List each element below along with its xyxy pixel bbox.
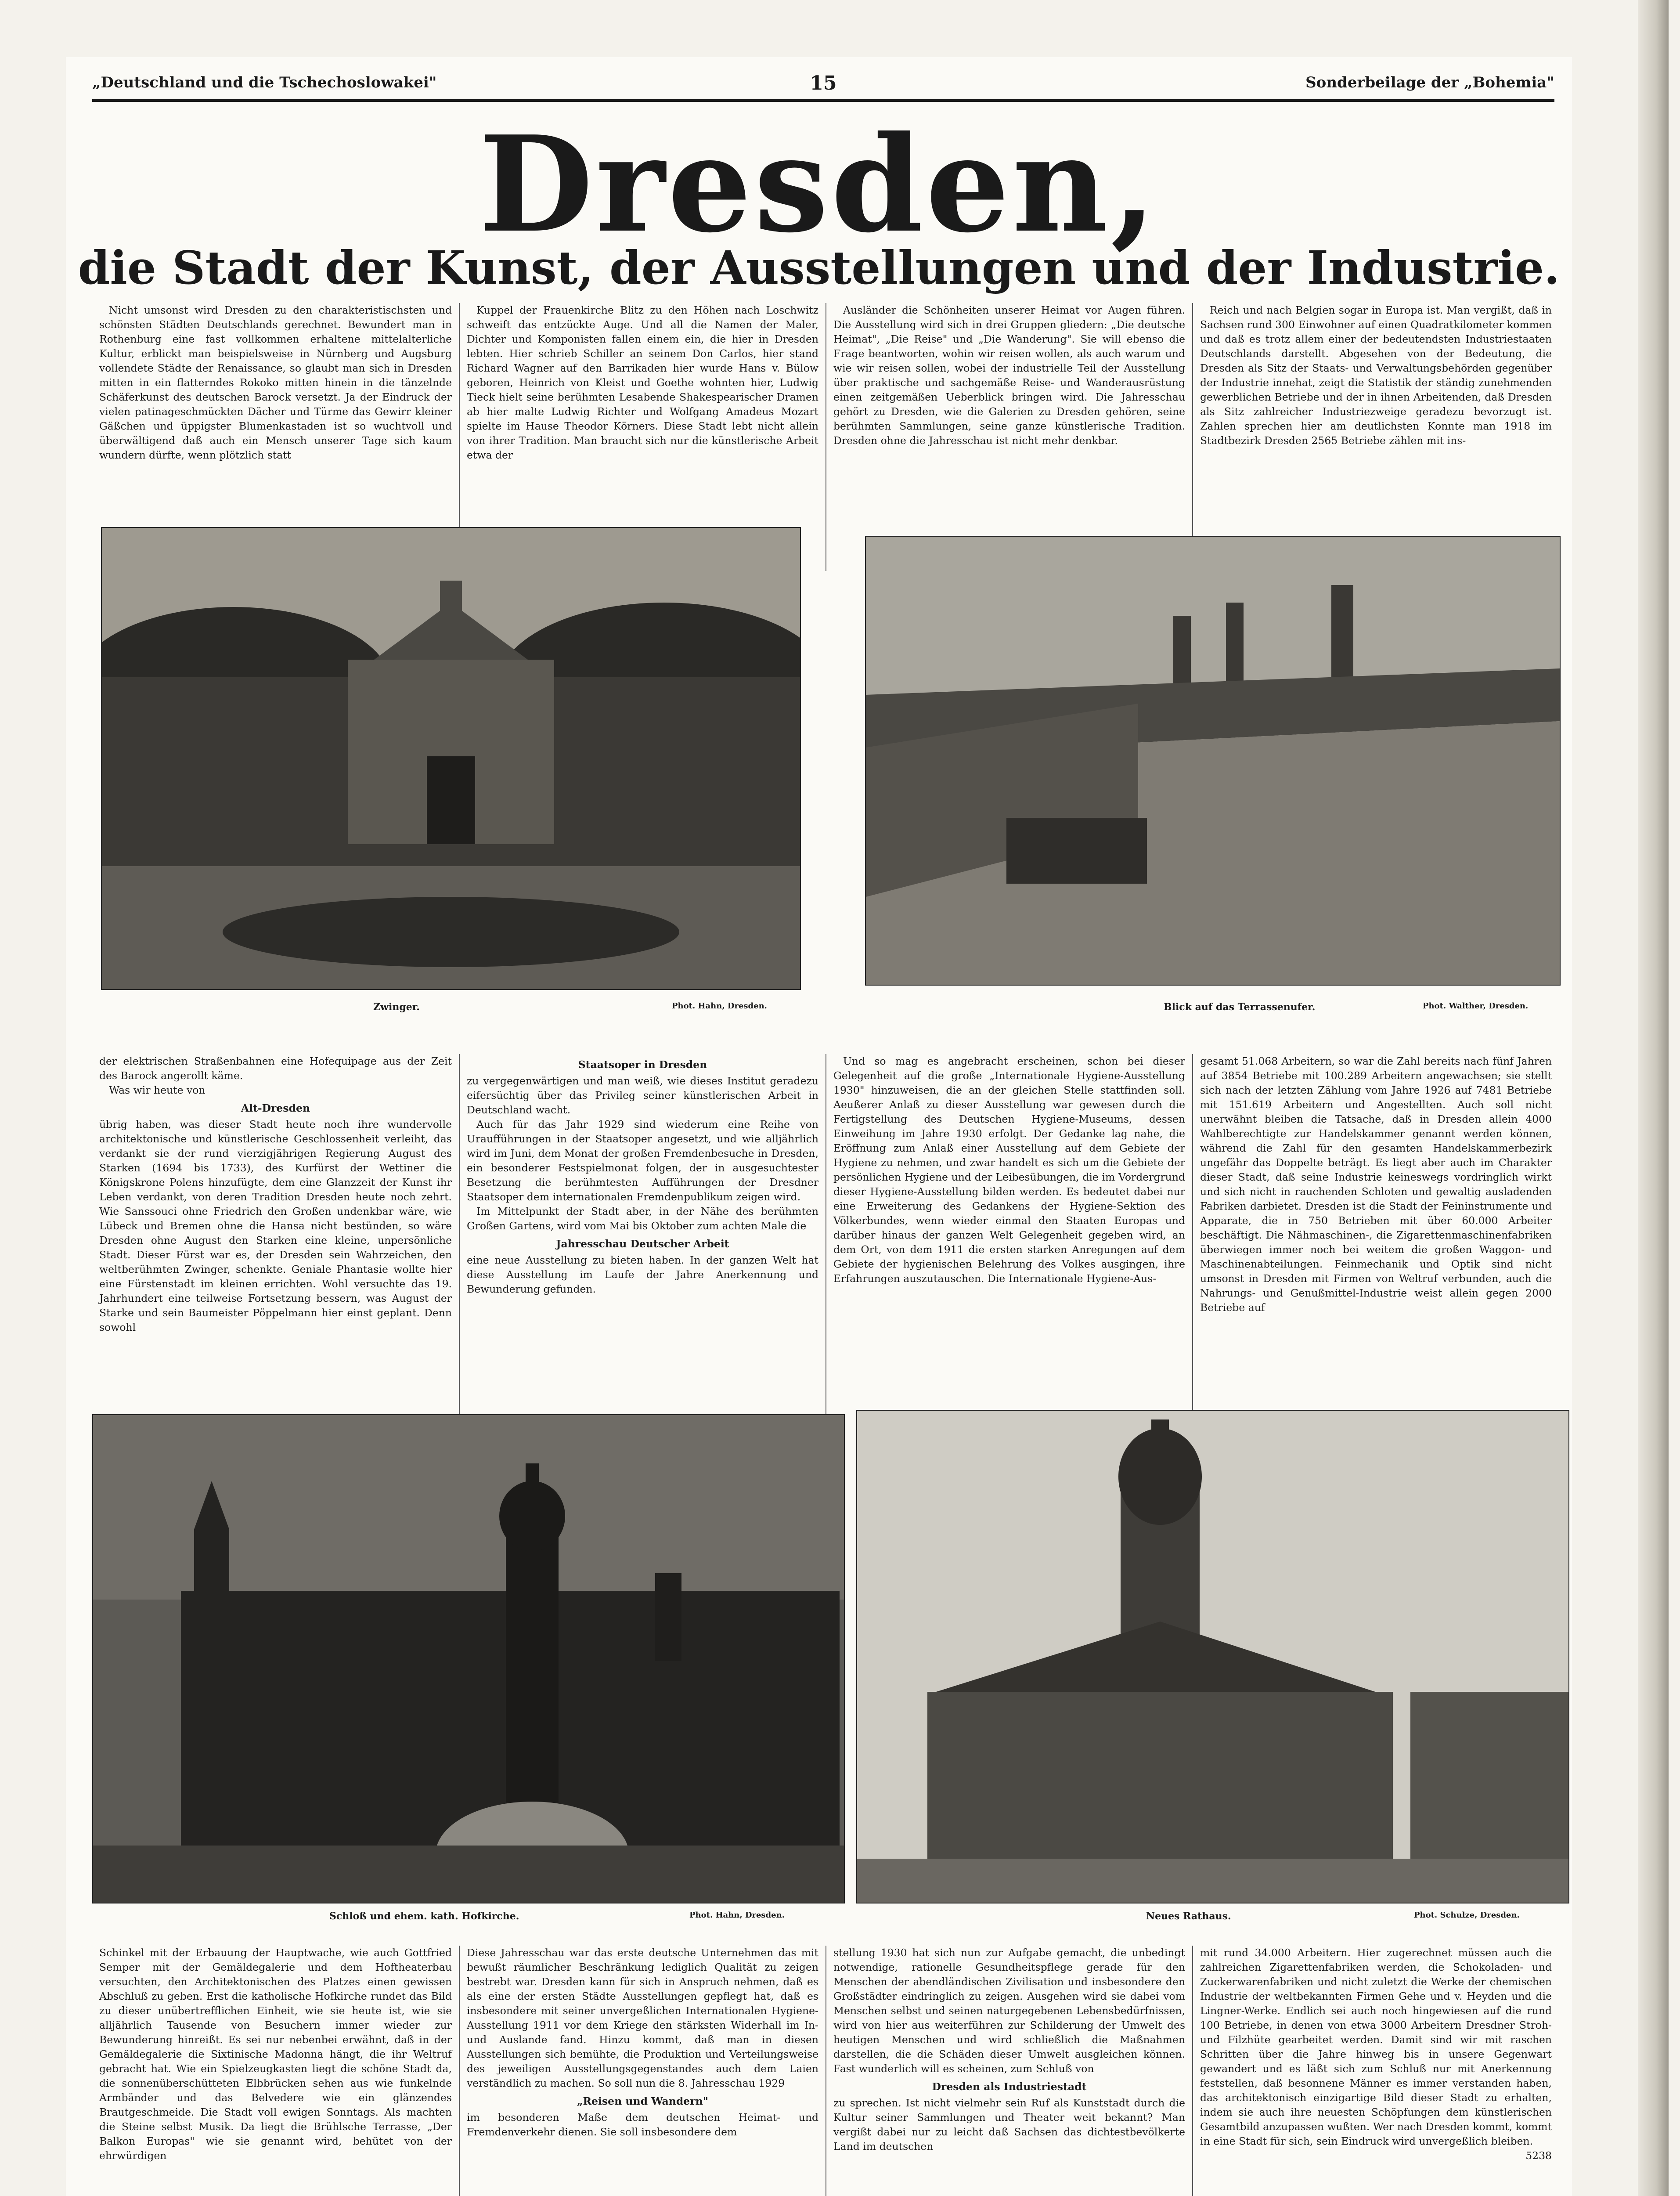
- section-heading: Dresden als Industriestadt: [932, 2080, 1087, 2093]
- middle-column-3: [826, 1054, 1192, 1445]
- newspaper-page: [66, 57, 1572, 2196]
- middle-column-2: [459, 1054, 826, 1445]
- article-paragraph: Was wir heute von: [109, 1084, 205, 1096]
- article-paragraph: Schinkel mit der Erbauung der Hauptwache, wie auch Gottfried Semper mit der Gemäldegalerie und dem Hoftheaterbau versuchten, den Architektonischen des Platzes einen gewissen Abschluß zu geben. Erst die katholische Hofkirche rundet das Bild zu dieser unübertrefflichen Einheit, wie sie heute ist, wie sie alljährlich Tausende von Besuchern immer wieder zur Bewunderung hinreißt. Es sei nur nebenbei erwähnt, daß in der Gemäldegalerie die Sixtinische Madonna hängt, die ihr Weltruf gebracht hat. Wie ein Spielzeugkasten liegt die schöne Stadt da, die sonnenüberschütteten Elbbrücken sehen aus wie funkelnde Armbänder und das Belvedere wie ein glänzendes Brautgeschmeide. Die Stadt voll ewigen Sonntags. Als machten die Steine selbst Musik. Da liegt die Brühlsche Terrasse, „Der Balkon Europas" wie sie genannt wird, behütet von der ehrwürdigen: [99, 1947, 452, 2162]
- article-paragraph: Auch für das Jahr 1929 sind wiederum eine Reihe von Uraufführungen in der Staatsoper angesetzt, und wie alljährlich wird im Juni, dem Monat der großen Fremdenbesuche in Dresden, ein besonderer Festspielmonat folgen, der in ausgesuchtester Besetzung die berühmtesten Aufführungen der Dresdner Staatsoper dem internationalen Fremdenpublikum zeigen wird.: [467, 1118, 818, 1203]
- middle-column-1: [92, 1054, 459, 1445]
- bottom-columns: [92, 1946, 1559, 2196]
- header-left: „Deutschland und die Tschechoslowakei": [92, 74, 437, 91]
- page-header: [92, 74, 1554, 100]
- caption-schloss-hofkirche: Schloß und ehem. kath. Hofkirche.: [329, 1911, 519, 1922]
- credit-neues-rathaus: Phot. Schulze, Dresden.: [1414, 1911, 1520, 1920]
- page-number: 15: [810, 72, 837, 94]
- article-paragraph: Ausländer die Schönheiten unserer Heimat vor Augen führen. Die Ausstellung wird sich in drei Gruppen gliedern: „Die deutsche Heimat", „Die Reise" und „Die Wanderung". Sie will ebenso die Frage beantworten, wohin wir reisen wollen, als auch warum und wie wir reisen sollen, wobei der industrielle Teil der Ausstellung über praktische und sachgemäße Reise- und Wanderausrüstung einen zeitgemäßen Ueberblick bringen wird. Die Jahresschau gehört zu Dresden, wie die Galerien zu Dresden gehören, seine berühmten Sammlungen, seine ganze künstlerische Tradition. Dresden ohne die Jahresschau ist nicht mehr denkbar.: [833, 304, 1185, 447]
- article-paragraph: zu vergegenwärtigen und man weiß, wie dieses Institut geradezu eifersüchtig über das Privileg seiner künstlerischen Arbeit in Deutschland wacht.: [467, 1075, 818, 1116]
- caption-neues-rathaus: Neues Rathaus.: [1146, 1911, 1231, 1922]
- header-right: Sonderbeilage der „Bohemia": [1305, 74, 1554, 91]
- article-paragraph: mit rund 34.000 Arbeitern. Hier zugerechnet müssen auch die zahlreichen Zigarettenfabriken werden, die Schokoladen- und Zuckerwarenfabriken und nicht zuletzt die Werke der chemischen Industrie der weltbekannten Firmen Gehe und v. Heyden und die Lingner-Werke. Endlich sei auch noch hingewiesen auf die rund 100 Betriebe, in denen von etwa 3000 Arbeitern Dresdner Stroh- und Filzhüte gearbeitet werden. Damit sind wir mit raschen Schritten über die Jahre hinweg bis in unsere Gegenwart gewandert und es läßt sich zum Schluß nur mit Anerkennung feststellen, daß besonnene Männer es immer verstanden haben, das architektonisch einzigartige Bild dieser Stadt zu erhalten, indem sie auch ihre neuesten Schöpfungen dem künstlerischen Gesamtbild anzupassen wußten. Wer nach Dresden kommt, kommt in eine Stadt für sich, sein Eindruck wird unvergeßlich bleiben.: [1200, 1947, 1552, 2147]
- section-heading: Jahresschau Deutscher Arbeit: [556, 1238, 729, 1250]
- header-rule: [92, 99, 1554, 102]
- bottom-column-3: [826, 1946, 1192, 2196]
- middle-column-4: [1192, 1054, 1559, 1445]
- article-paragraph: zu sprechen. Ist nicht vielmehr sein Ruf als Kunststadt durch die Kultur seiner Sammlungen und Theater weit bekannt? Man vergißt dabei nur zu leicht daß Sachsen das dichtestbevölkerte Land im deutschen: [833, 2097, 1185, 2153]
- subheadline: die Stadt der Kunst, der Ausstellungen und der Industrie.: [78, 241, 1560, 295]
- article-paragraph: gesamt 51.068 Arbeitern, so war die Zahl bereits nach fünf Jahren auf 3854 Betriebe mit 100.289 Arbeitern angewachsen; sie stellt sich nach der letzten Zählung vom Jahre 1926 auf 7481 Betriebe mit 151.619 Arbeitern und Angestellten. Auch soll nicht unerwähnt bleiben die Tatsache, daß in Dresden allein 4000 Wahlberechtigte zur Handelskammer genannt werden können, während die Zahl für den gesamten Handelskammerbezirk ungefähr das Doppelte beträgt. Es liegt aber auch im Charakter dieser Stadt, daß seine Industrie keineswegs vordringlich wirkt und sich nicht in rauchenden Schloten und gewaltig ausladenden Fabriken darbietet. Dresden ist die Stadt der Feininstrumente und Apparate, die in 750 Betrieben mit über 60.000 Arbeiter beschäftigt. Die Nähmaschinen-, die Zigarettenmaschinenfabriken überwiegen immer noch bei weitem die großen Waggon- und Maschinenabteilungen. Feinmechanik und Optik sind nicht umsonst in Dresden mit Firmen von Weltruf verbunden, auch die Nahrungs- und Genußmittel-Industrie weist allein gegen 2000 Betriebe auf: [1200, 1055, 1552, 1314]
- article-paragraph: Reich und nach Belgien sogar in Europa ist. Man vergißt, daß in Sachsen rund 300 Einwohner auf einen Quadratkilometer kommen und daß es trotz allem einer der bedeutendsten Industriestaaten Deutschlands darstellt. Abgesehen von der Bedeutung, die Dresden als Sitz der Staats- und Verwaltungsbehörden gegenüber der Industrie innehat, zeigt die Statistik der ständig zunehmenden gewerblichen Betriebe und der in ihnen Arbeitenden, daß Dresden als Sitz zahlreicher Industriezweige geradezu bevorzugt ist. Zahlen sprechen hier am deutlichsten Konnte man 1918 im Stadtbezirk Dresden 2565 Betriebe zählen mit ins-: [1200, 304, 1552, 447]
- page-binding-edge: [1638, 0, 1669, 2196]
- neues-rathaus-image: [857, 1411, 1568, 1903]
- article-paragraph: eine neue Ausstellung zu bieten haben. In der ganzen Welt hat diese Ausstellung im Laufe der Jahre Anerkennung und Bewunderung gefunden.: [467, 1254, 818, 1295]
- article-paragraph: der elektrischen Straßenbahnen eine Hofequipage aus der Zeit des Barock angerollt käme.: [99, 1055, 452, 1082]
- credit-schloss-hofkirche: Phot. Hahn, Dresden.: [689, 1911, 785, 1920]
- zwinger-image: [102, 528, 800, 989]
- headline: Dresden,: [479, 107, 1159, 262]
- article-paragraph: Diese Jahresschau war das erste deutsche Unternehmen das mit bewußt räumlicher Beschränkung lediglich Qualität zu zeigen bestrebt war. Dresden kann für sich in Anspruch nehmen, daß es als eine der ersten Städte Ausstellungen gepflegt hat, daß es insbesondere mit seiner unvergeßlichen Internationalen Hygiene-Ausstellung 1911 vor dem Kriege den stärksten Widerhall im In- und Auslande fand. Hinzu kommt, daß man in diesen Ausstellungen sich bemühte, die Produktion und Verteilungsweise des jeweiligen Ausstellungsgegenstandes auch dem Laien verständlich zu machen. So soll nun die 8. Jahresschau 1929: [467, 1947, 818, 2089]
- photo-schloss-hofkirche: [92, 1414, 845, 1903]
- caption-terrassenufer: Blick auf das Terrassenufer.: [1164, 1001, 1316, 1013]
- credit-zwinger: Phot. Hahn, Dresden.: [672, 1001, 767, 1011]
- top-column-3: [826, 303, 1192, 571]
- top-column-4: [1192, 303, 1559, 571]
- article-paragraph: Kuppel der Frauenkirche Blitz zu den Höhen nach Loschwitz schweift das entzückte Auge. Und all die Namen der Maler, Dichter und Komponisten fallen einem ein, die hier in Dresden lebten. Hier schrieb Schiller an seinem Don Carlos, hier stand Richard Wagner auf den Barrikaden hier wurde Hans v. Bülow geboren, Heinrich von Kleist und Goethe wohnten hier, Ludwig Tieck hielt seine berühmten Lesabende Shakespearischer Dramen ab hier malte Ludwig Richter und Wolfgang Amadeus Mozart spielte im Hause Theodor Körners. Diese Stadt lebt nicht allein von ihrer Tradition. Man braucht sich nur die künstlerische Arbeit etwa der: [467, 304, 818, 461]
- photo-terrassenufer: [865, 536, 1561, 986]
- article-paragraph: übrig haben, was dieser Stadt heute noch ihre wundervolle architektonische und künstlerische Geschlossenheit verleiht, das verdankt sie der rund vierzigjährigen Regierung August des Starken (1694 bis 1733), des Kurfürst der Wettiner die Königskrone Polens hinzufügte, dem eine Glanzzeit der Kunst ihr Leben verdankt, von deren Tradition Dresden heute noch zehrt. Wie Sanssouci ohne Friedrich den Großen undenkbar wäre, wie Lübeck und Bremen ohne die Hansa nicht bestünden, so wäre Dresden ohne August den Starken eine kleine, unpersönliche Stadt. Dieser Fürst war es, der Dresden sein Wahrzeichen, den weltberühmten Zwinger, schenkte. Geniale Phantasie wollte hier eine Fürstenstadt im kleinen errichten. Wohl versuchte das 19. Jahrhundert eine teilweise Fortsetzung bessern, was August der Starke und sein Baumeister Pöppelmann hier einst geplant. Denn sowohl: [99, 1118, 452, 1333]
- bottom-column-4: [1192, 1946, 1559, 2196]
- section-heading: „Reisen und Wandern": [577, 2095, 708, 2107]
- article-signature-number: 5238: [1525, 2149, 1552, 2162]
- bottom-column-1: [92, 1946, 459, 2196]
- bottom-column-2: [459, 1946, 826, 2196]
- section-heading: Staatsoper in Dresden: [578, 1058, 707, 1071]
- caption-zwinger: Zwinger.: [373, 1001, 420, 1013]
- middle-columns: [92, 1054, 1559, 1445]
- article-paragraph: Nicht umsonst wird Dresden zu den charakteristischsten und schönsten Städten Deutschlands gerechnet. Bewundert man in Rothenburg eine fast vollkommen erhaltene mittelalterliche Kultur, erblickt man beispielsweise in Nürnberg und Augsburg vollendete Städte der Renaissance, so glaubt man sich in Dresden mitten in ein flatterndes Rokoko mitten hinein in die tänzelnde Schäferkunst des deutschen Barock versetzt. Ja der Eindruck der vielen patinageschmückten Dächer und Türme das Gewirr kleiner Gäßchen und üppigster Blumenkastaden ist so wuchtvoll und überwältigend daß auch ein Mensch unserer Tage sich kaum wundern dürfte, wenn plötzlich statt: [99, 304, 452, 461]
- credit-terrassenufer: Phot. Walther, Dresden.: [1423, 1001, 1529, 1011]
- article-paragraph: im besonderen Maße dem deutschen Heimat- und Fremdenverkehr dienen. Sie soll insbesondere dem: [467, 2111, 818, 2138]
- terrassenufer-image: [866, 537, 1560, 985]
- photo-zwinger: [101, 527, 801, 990]
- schloss-hofkirche-image: [93, 1415, 844, 1903]
- article-paragraph: Und so mag es angebracht erscheinen, schon bei dieser Gelegenheit auf die große „Internationale Hygiene-Ausstellung 1930" hinzuweisen, die an der gleichen Stelle stattfinden soll. Aeußerer Anlaß zu dieser Ausstellung war gewesen durch die Fertigstellung des Deutschen Hygiene-Museums, dessen Einweihung im Jahre 1930 erfolgt. Der Gedanke lag nahe, die Eröffnung zum Anlaß einer Ausstellung auf dem Gebiete der Hygiene zu nehmen, und zwar handelt es sich um die Gebiete der persönlichen Hygiene und der Leibesübungen, die im Vordergrund dieser Hygiene-Ausstellung bilden werden. Es bedeutet dabei nur eine Erweiterung des Gedankens der Hygiene-Sektion des Völkerbundes, wenn wieder einmal den Staaten Europas und darüber hinaus der ganzen Welt Gelegenheit gegeben wird, an dem Ort, von dem 1911 die ersten starken Anregungen auf dem Gebiete der hygienischen Belehrung des Volkes ausgingen, ihre Erfahrungen auszutauschen. Die Internationale Hygiene-Aus-: [833, 1055, 1185, 1285]
- article-paragraph: Im Mittelpunkt der Stadt aber, in der Nähe des berühmten Großen Gartens, wird vom Mai bis Oktober zum achten Male die: [467, 1205, 818, 1232]
- photo-neues-rathaus: [856, 1410, 1569, 1903]
- section-heading: Alt-Dresden: [241, 1102, 310, 1114]
- article-paragraph: stellung 1930 hat sich nun zur Aufgabe gemacht, die unbedingt notwendige, rationelle Gesundheitspflege gerade für den Menschen der abendländischen Zivilisation und insbesondere den Großstädter eindringlich zu zeigen. Ausgehen wird sie dabei vom Menschen selbst und seinen naturgegebenen Lebensbedürfnissen, wird von hier aus weiterführen zur Schilderung der Umwelt des heutigen Menschen und wird schließlich die Maßnahmen darstellen, die die Schäden dieser Umwelt ausgleichen können. Fast wunderlich will es scheinen, zum Schluß von: [833, 1947, 1185, 2075]
